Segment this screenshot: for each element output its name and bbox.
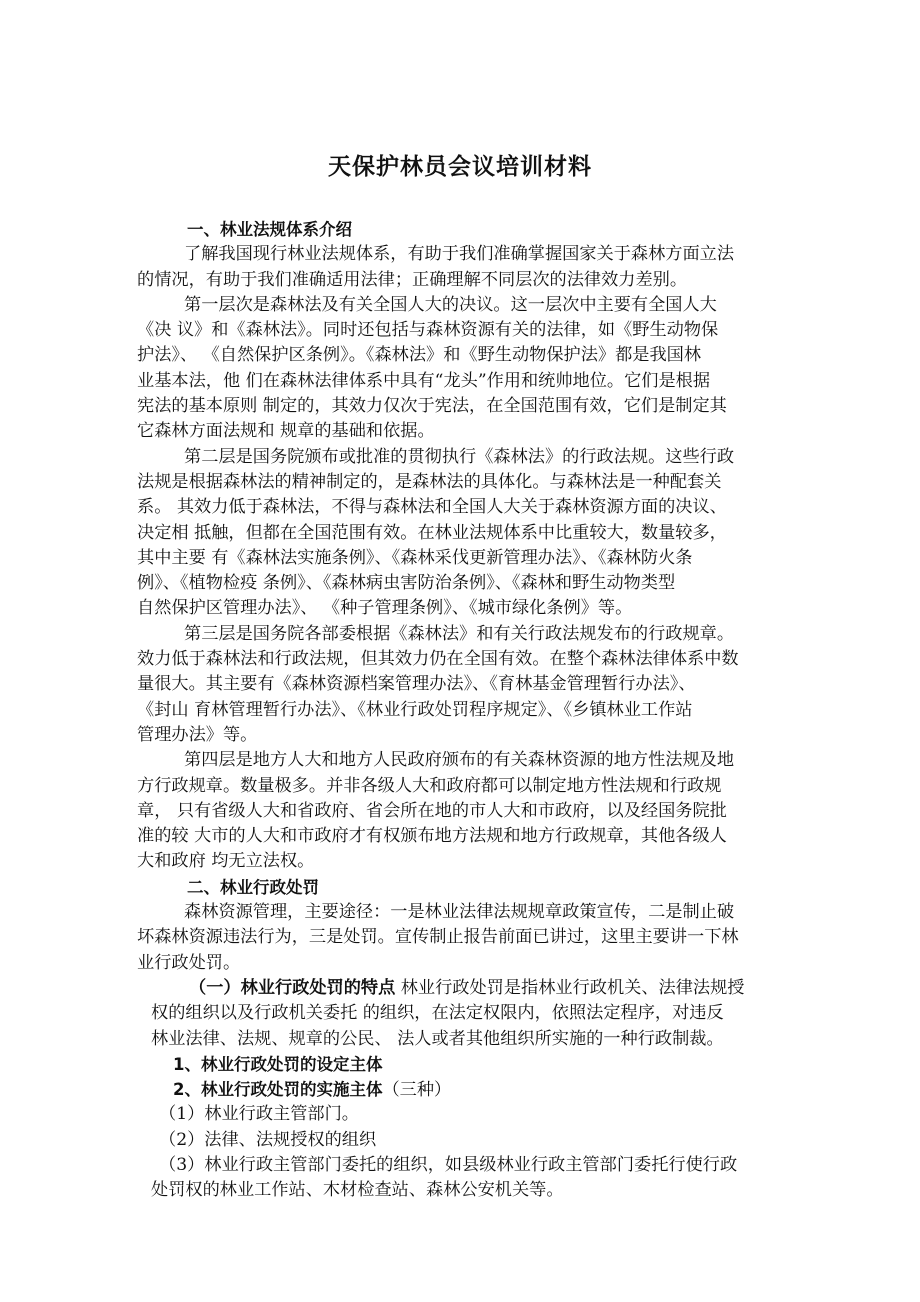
paragraph-line: 第三层是国务院各部委根据《森林法》和有关行政法规发布的行政规章。: [184, 623, 735, 644]
paragraph-line: 第四层是地方人大和地方人民政府颁布的有关森林资源的地方性法规及地: [184, 750, 735, 771]
paragraph-line: 第一层次是森林法及有关全国人大的决议。这一层次中主要有全国人大: [184, 294, 717, 315]
paragraph-line: 了解我国现行林业法规体系，有助于我们准确掌握国家关于森林方面立法: [184, 244, 735, 265]
subsection-heading: （一）林业行政处罚的特点: [189, 977, 396, 998]
paragraph-line: 业行政处罚。: [137, 952, 241, 973]
paragraph-line: 坏森林资源违法行为，三是处罚。宣传制止报告前面已讲过，这里主要讲一下林: [137, 927, 739, 948]
paragraph-line: 效力低于森林法和行政法规，但其效力仍在全国有效。在整个森林法律体系中数: [137, 649, 739, 670]
sub-item-continuation: 处罚权的林业工作站、木材检查站、森林公安机关等。: [151, 1180, 564, 1201]
paragraph-line: 自然保护区管理办法》、 《种子管理条例》、《城市绿化条例》等。: [137, 598, 633, 619]
paragraph-line: 业基本法，他 们在森林法律体系中具有“龙头”作用和统帅地位。它们是根据: [137, 370, 711, 391]
paragraph-line: 权的组织以及行政机关委托 的组织，在法定权限内，依照法定程序，对违反: [151, 1003, 724, 1024]
paragraph-line: 它森林方面法规和 规章的基础和依据。: [137, 421, 435, 442]
subsection-text: 林业行政处罚是指林业行政机关、法律法规授: [395, 977, 745, 998]
paragraph-line: 第二层是国务院颁布或批准的贯彻执行《森林法》的行政法规。这些行政: [184, 446, 735, 467]
paragraph-line: 法规是根据森林法的精神制定的，是森林法的具体化。与森林法是一种配套关: [137, 471, 722, 492]
section-heading-1: 一、林业法规体系介绍: [187, 220, 352, 239]
paragraph-line: 量很大。其主要有《森林资源档案管理办法》、《育林基金管理暂行办法》、: [137, 674, 696, 695]
paragraph-line: 准的较 大市的人大和市政府才有权颁布地方法规和地方行政规章，其他各级人: [137, 826, 727, 847]
item-heading-2-line: [137, 1077, 783, 1102]
sub-item: （1）林业行政主管部门。: [159, 1104, 359, 1125]
paragraph-line: 其中主要 有《森林法实施条例》、《森林采伐更新管理办法》、《森林防火条: [137, 547, 693, 568]
paragraph-line: 管理办法》等。: [137, 724, 258, 745]
item-heading-2-note: （三种）: [382, 1080, 452, 1101]
section-heading-2: 二、林业行政处罚: [187, 877, 319, 897]
paragraph-line: 例》、《植物检疫 条例》、《森林病虫害防治条例》、《森林和野生动物类型: [137, 573, 676, 594]
paragraph-line: 系。 其效力低于森林法，不得与森林法和全国人大关于森林资源方面的决议、: [137, 497, 727, 518]
sub-item: （2）法律、法规授权的组织: [159, 1129, 377, 1150]
paragraph-line: 《决 议》和《森林法》。同时还包括与森林资源有关的法律，如《野生动物保: [137, 320, 719, 341]
paragraph-line: 宪法的基本原则 制定的，其效力仅次于宪法，在全国范围有效，它们是制定其: [137, 396, 727, 417]
paragraph-line: 的情况，有助于我们准确适用法律；正确理解不同层次的法律效力差别。: [137, 269, 688, 290]
item-heading-1: 1、林业行政处罚的设定主体: [173, 1054, 383, 1074]
paragraph-line: 森林资源管理，主要途径：一是林业法律法规规章政策宣传，二是制止破: [184, 902, 735, 923]
subsection-line: [137, 976, 783, 1001]
paragraph-line: 大和政府 均无立法权。: [137, 851, 315, 872]
sub-item: （3）林业行政主管部门委托的组织，如县级林业行政主管部门委托行使行政: [159, 1154, 738, 1175]
paragraph-line: 章， 只有省级人大和省政府、省会所在地的市人大和市政府，以及经国务院批: [137, 800, 727, 821]
paragraph-line: 决定相 抵触，但都在全国范围有效。在林业法规体系中比重较大，数量较多，: [137, 522, 727, 543]
paragraph-line: 林业法律、法规、规章的公民、 法人或者其他组织所实施的一种行政制裁。: [151, 1028, 724, 1049]
item-heading-2: 2、林业行政处罚的实施主体: [173, 1080, 383, 1100]
paragraph-line: 《封山 育林管理暂行办法》、《林业行政处罚程序规定》、《乡镇林业工作站: [137, 699, 693, 720]
document-title: 天保护林员会议培训材料: [328, 154, 592, 180]
paragraph-line: 护法》、 《自然保护区条例》。《森林法》和《野生动物保护法》都是我国林: [137, 345, 702, 366]
paragraph-line: 方行政规章。数量极多。并非各级人大和政府都可以制定地方性法规和行政规: [137, 775, 722, 796]
document-body: [137, 217, 783, 1204]
